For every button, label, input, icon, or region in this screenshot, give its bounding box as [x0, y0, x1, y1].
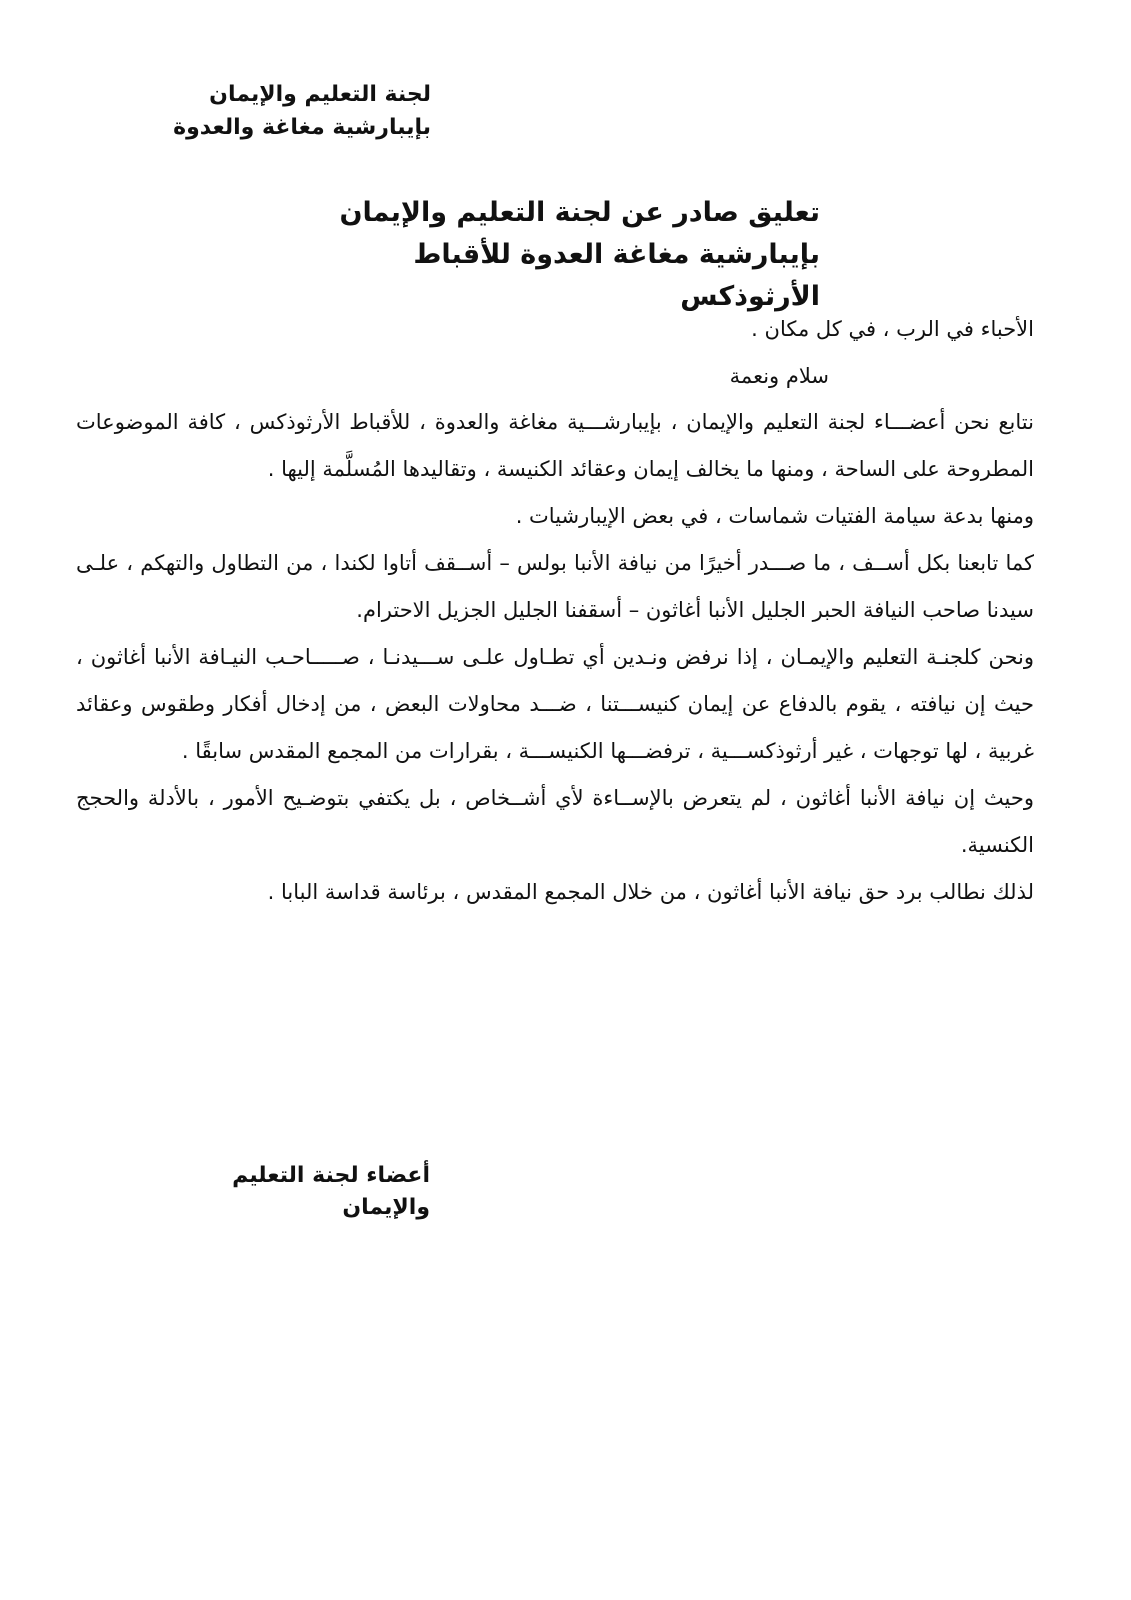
document-body — [76, 306, 1034, 916]
paragraph-2: ومنها بدعة سيامة الفتيات شماسات ، في بعض الإيبارشيات . — [515, 504, 1034, 528]
signature: أعضاء لجنة التعليم والإيمان — [232, 1163, 430, 1220]
paragraph-5: وحيث إن نيافة الأنبا أغاثون ، لم يتعرض بالإســاءة لأي أشــخاص ، بل يكتفي بتوضـيح الأمور ، بالأدلة والحجج الكنسية. — [76, 786, 1034, 857]
organization-diocese: بإيبارشية مغاغة والعدوة — [173, 115, 431, 140]
title-line-2: بإيبارشية مغاغة العدوة للأقباط الأرثوذكس — [413, 239, 820, 312]
organization-header — [131, 78, 431, 144]
greeting: الأحباء في الرب ، في كل مكان . — [751, 317, 1034, 341]
document-title — [300, 192, 820, 318]
title-line-1: تعليق صادر عن لجنة التعليم والإيمان — [339, 197, 820, 228]
salutation: سلام ونعمة — [729, 364, 829, 388]
paragraph-6: لذلك نطالب برد حق نيافة الأنبا أغاثون ، من خلال المجمع المقدس ، برئاسة قداسة البابا . — [267, 880, 1034, 904]
paragraph-4: ونحن كلجنـة التعليم والإيمـان ، إذا نرفض ونـدين أي تطـاول علـى ســـيدنـا ، صـــــاحـب النيـافة الأنبا أغاثون ، حيث إن نيافته ، يقوم بالدفاع عن إيمان كنيســـتنا ، ضـــد محاولات البعض ، من إدخال أفكار وطقوس وعقائد غربية ، لها توجهات ، غير أرثوذكســـية ، ترفضـــها الكنيســـة ، بقرارات من المجمع المقدس سابقًا . — [76, 645, 1034, 763]
organization-name: لجنة التعليم والإيمان — [209, 82, 431, 107]
paragraph-3: كما تابعنا بكل أســف ، ما صـــدر أخيرًا من نيافة الأنبا بولس – أســقف أتاوا لكندا ، من التطاول والتهكم ، علـى سيدنا صاحب النيافة الحبر الجليل الأنبا أغاثون – أسقفنا الجليل الجزيل الاحترام. — [76, 551, 1034, 622]
paragraph-1: نتابع نحن أعضـــاء لجنة التعليم والإيمان ، بإيبارشـــية مغاغة والعدوة ، للأقباط الأرثوذكس ، كافة الموضوعات المطروحة على الساحة ، ومنها ما يخالف إيمان وعقائد الكنيسة ، وتقاليدها المُسلَّمة إليها . — [76, 410, 1034, 481]
